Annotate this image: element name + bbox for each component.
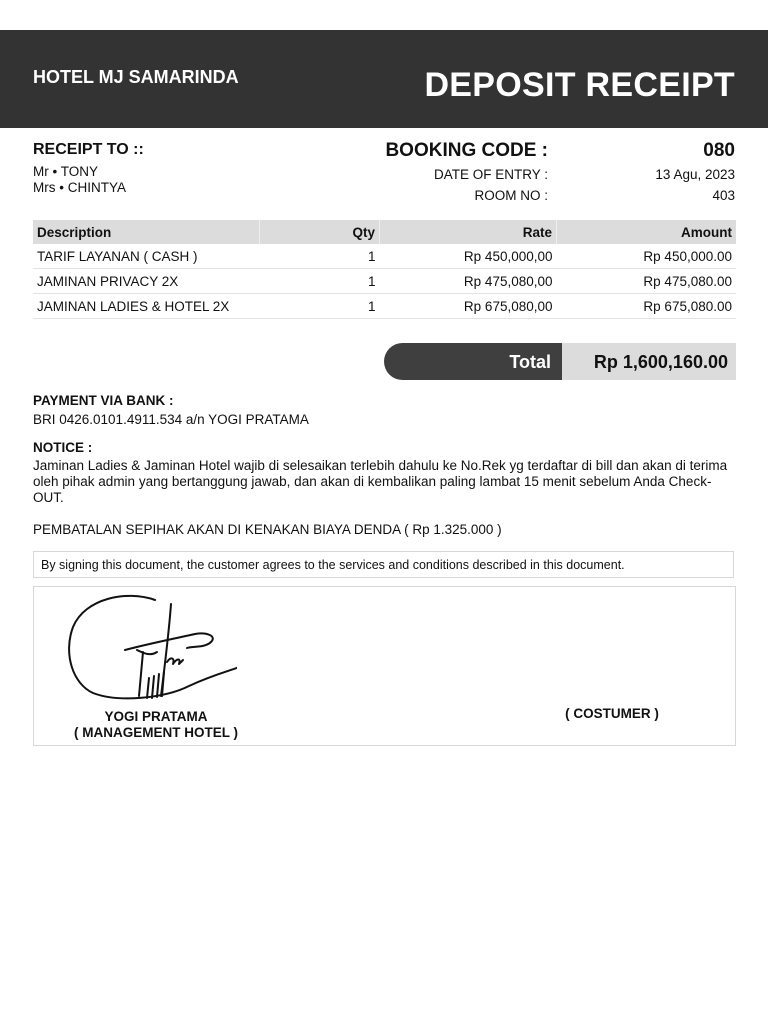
cancellation-notice: PEMBATALAN SEPIHAK AKAN DI KENAKAN BIAYA DENDA ( Rp 1.325.000 ) (33, 522, 502, 537)
receipt-header (0, 30, 768, 128)
table-row (33, 294, 736, 319)
column-header-qty: Qty (260, 220, 380, 244)
item-rate: Rp 450,000,00 (380, 244, 557, 269)
column-header-rate: Rate (380, 220, 557, 244)
table-header-row (33, 220, 736, 244)
table-row (33, 269, 736, 294)
item-qty: 1 (260, 294, 380, 319)
handwritten-signature (67, 592, 237, 702)
item-amount: Rp 450,000.00 (557, 244, 737, 269)
payment-label: PAYMENT VIA BANK : (33, 393, 174, 408)
customer-signature-label: ( COSTUMER ) (565, 706, 659, 721)
signer-name: YOGI PRATAMA (104, 709, 208, 724)
total-label: Total (509, 352, 551, 372)
agreement-box (33, 551, 734, 578)
notice-text: Jaminan Ladies & Jaminan Hotel wajib di selesaikan terlebih dahulu ke No.Rek yg terdaftar di bill dan akan di terima oleh pihak admin yang bertanggung jawab, dan akan di kembalikan paling lambat 15 menit sebelum Anda Check-OUT. (33, 458, 728, 505)
agreement-text: By signing this document, the customer agrees to the services and conditions described in this document. (41, 558, 625, 572)
receipt-to-label: RECEIPT TO :: (33, 141, 144, 158)
total-amount: Rp 1,600,160.00 (593, 352, 728, 372)
column-header-amount: Amount (557, 220, 737, 244)
guest-name: Mr • TONY (33, 164, 98, 179)
document-title: DEPOSIT RECEIPT (424, 66, 735, 104)
total-amount-box (562, 343, 736, 380)
payment-account: BRI 0426.0101.4911.534 a/n YOGI PRATAMA (33, 412, 309, 427)
total-label-pill (384, 343, 562, 380)
item-qty: 1 (260, 244, 380, 269)
item-description: TARIF LAYANAN ( CASH ) (33, 244, 260, 269)
table-row (33, 244, 736, 269)
signature-box (33, 586, 736, 746)
room-no-label: ROOM NO : (474, 188, 548, 203)
notice-label: NOTICE : (33, 440, 93, 455)
column-header-description: Description (33, 220, 260, 244)
item-description: JAMINAN PRIVACY 2X (33, 269, 260, 294)
guest-name: Mrs • CHINTYA (33, 180, 126, 195)
hotel-name: HOTEL MJ SAMARINDA (33, 67, 239, 87)
items-table (33, 220, 736, 319)
booking-code-label: BOOKING CODE : (385, 140, 548, 161)
booking-code-value: 080 (703, 140, 735, 161)
item-amount: Rp 475,080.00 (557, 269, 737, 294)
date-of-entry-label: DATE OF ENTRY : (433, 167, 548, 182)
room-no-value: 403 (712, 188, 735, 203)
item-amount: Rp 675,080.00 (557, 294, 737, 319)
signer-title: ( MANAGEMENT HOTEL ) (74, 725, 238, 740)
item-qty: 1 (260, 269, 380, 294)
date-of-entry-value: 13 Agu, 2023 (655, 167, 735, 182)
item-rate: Rp 475,080,00 (380, 269, 557, 294)
item-rate: Rp 675,080,00 (380, 294, 557, 319)
item-description: JAMINAN LADIES & HOTEL 2X (33, 294, 260, 319)
